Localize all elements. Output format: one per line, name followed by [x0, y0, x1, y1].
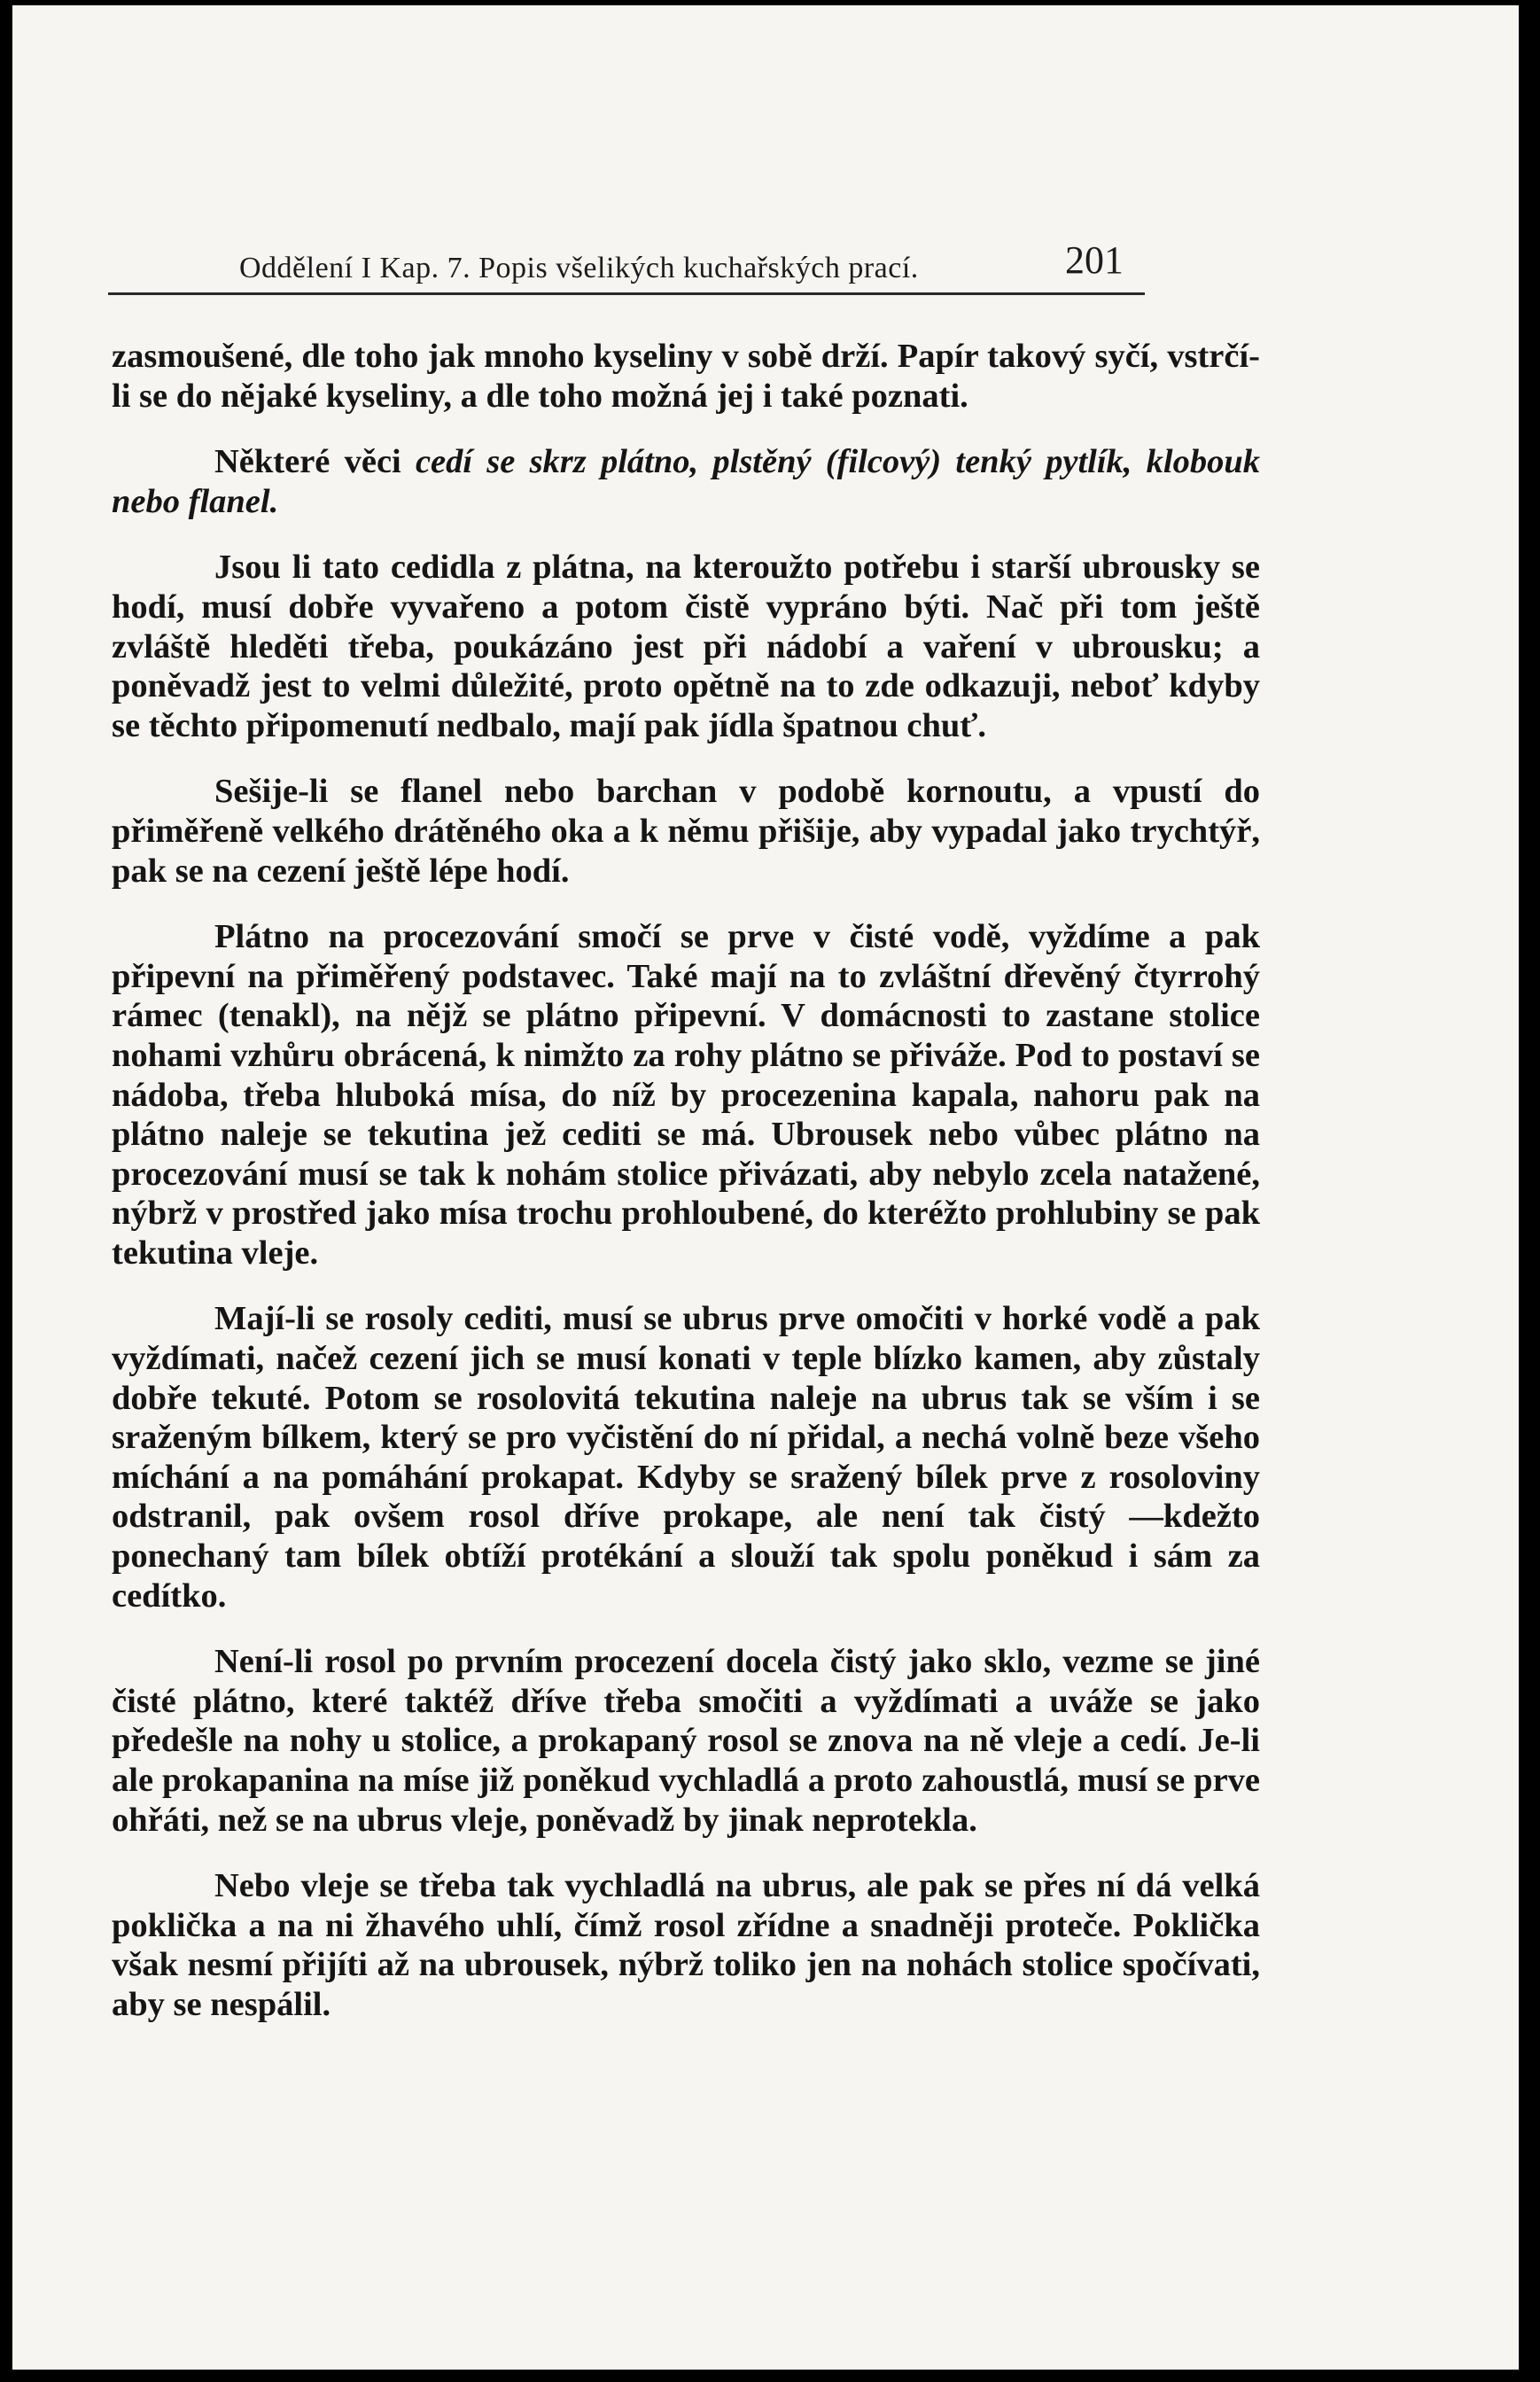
paragraph-8: Nebo vleje se třeba tak vychladlá na ubrus, ale pak se přes ní dá velká poklička a na ni žhavého uhlí, čímž rosol zřídne a snadněji proteče. Poklička však nesmí přijíti až na ubrousek, nýbrž toliko jen na nohách stolice spočívati, aby se nespálil.: [112, 1867, 1260, 2023]
paragraph-7: Není-li rosol po prvním procezení docela čistý jako sklo, vezme se jiné čisté plátno, které taktéž dříve třeba smočiti a vyždímati a uváže se jako předešle na nohy u stolice, a prokapaný rosol se znova na ně vleje a cedí. Je-li ale prokapanina na míse již poněkud vychladlá a proto zahoustlá, musí se prve ohřáti, než se na ubrus vleje, poněvadž by jinak neprotekla.: [112, 1643, 1260, 1839]
running-head: [106, 234, 1148, 287]
paragraph-2-italic: cedí se skrz plátno, plstěný (filcový) tenký pytlík, klobouk nebo flanel.: [112, 443, 1261, 520]
paragraph-2-lead: Některé věci: [214, 443, 401, 481]
chapter-title: Oddělení I Kap. 7. Popis všelikých kuchařských prací.: [239, 252, 919, 284]
book-page: [12, 5, 1519, 2370]
header-rule: [108, 292, 1145, 295]
body-text: [112, 337, 1260, 2051]
page-number: 201: [1065, 238, 1124, 282]
paragraph-2: [112, 442, 1260, 521]
paragraph-3: Jsou li tato cedidla z plátna, na kteroužto potřebu i starší ubrousky se hodí, musí dobře vyvařeno a potom čistě vypráno býti. Nač při tom ještě zvláště hleděti třeba, poukázáno jest při nádobí a vaření v ubrousku; a poněvadž jest to velmi důležité, proto opětně na to zde odkazuji, neboť kdyby se těchto připomenutí nedbalo, mají pak jídla špatnou chuť.: [112, 549, 1260, 744]
paragraph-1: zasmoušené, dle toho jak mnoho kyseliny v sobě drží. Papír takový syčí, vstrčí-li se do nějaké kyseliny, a dle toho možná jej i také poznati.: [112, 338, 1260, 415]
paragraph-4: Sešije-li se flanel nebo barchan v podobě kornoutu, a vpustí do přiměřeně velkého drátěného oka a k němu přišije, aby vypadal jako trychtýř, pak se na cezení ještě lépe hodí.: [112, 773, 1260, 890]
paragraph-5: Plátno na procezování smočí se prve v čisté vodě, vyždíme a pak připevní na přiměřený podstavec. Také mají na to zvláštní dřevěný čtyrrohý rámec (tenakl), na nějž se plátno připevní. V domácnosti to zastane stolice nohami vzhůru obrácená, k nimžto za rohy plátno se přiváže. Pod to postaví se nádoba, třeba hluboká mísa, do níž by procezenina kapala, nahoru pak na plátno naleje se tekutina jež cediti se má. Ubrousek nebo vůbec plátno na procezování musí se tak k nohám stolice přivázati, aby nebylo zcela natažené, nýbrž v prostřed jako mísa trochu prohloubené, do kteréžto prohlubiny se pak tekutina vleje.: [112, 918, 1260, 1272]
paragraph-6: Mají-li se rosoly cediti, musí se ubrus prve omočiti v horké vodě a pak vyždímati, načež cezení jich se musí konati v teple blízko kamen, aby zůstaly dobře tekuté. Potom se rosolovitá tekutina naleje na ubrus tak se vším i se sraženým bílkem, který se pro vyčistění do ní přidal, a nechá volně beze všeho míchání a na pomáhání prokapat. Kdyby se sražený bílek prve z rosoloviny odstranil, pak ovšem rosol dříve prokape, ale není tak čistý —kdežto ponechaný tam bílek obtíží protékání a slouží tak spolu poněkud i sám za cedítko.: [112, 1300, 1260, 1615]
